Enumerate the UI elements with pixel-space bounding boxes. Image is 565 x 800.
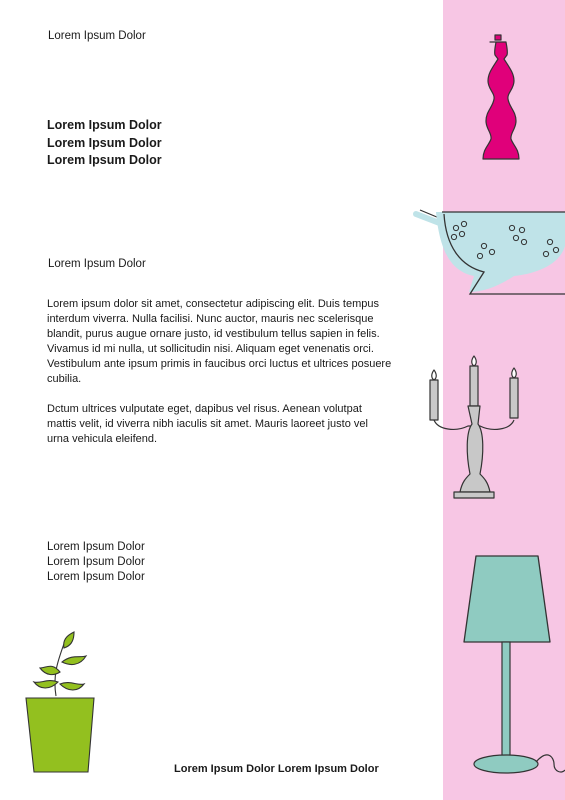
title-block — [47, 117, 162, 170]
address-block — [47, 540, 145, 585]
title-line: Lorem Ipsum Dolor — [47, 135, 162, 150]
body-paragraph-2: Dctum ultrices vulputate eget, dapibus vel risus. Aenean volutpat mattis velit, id viverra nibh iaculis sit amet. Mauris laoreet justo vel urna vehicula eleifend. — [47, 403, 368, 445]
title-line: Lorem Ipsum Dolor — [47, 153, 162, 167]
floor-lamp-icon — [454, 548, 565, 780]
address-line: Lorem Ipsum Dolor — [47, 571, 145, 583]
header-text: Lorem Ipsum Dolor — [48, 30, 146, 42]
title-line: Lorem Ipsum Dolor — [47, 118, 162, 132]
address-line: Lorem Ipsum Dolor — [47, 541, 145, 553]
pepper-mill-icon — [468, 32, 528, 176]
colander-icon — [414, 206, 565, 300]
address-line: Lorem Ipsum Dolor — [47, 556, 145, 568]
subtitle: Lorem Ipsum Dolor — [48, 258, 146, 270]
body-paragraph-1: Lorem ipsum dolor sit amet, consectetur adipiscing elit. Duis tempus interdum viverra. Nulla facilisi. Nunc auctor, mauris nec scelerisque blandit, purus augue ornare justo, id vestibulum tellus sapien in felis. Vivamus id mi nulla, ut sollicitudin nisi. Aliquam eget venenatis orci. Vestibulum ante ipsum primis in faucibus orci luctus et ultrices posuere cubilia. — [47, 298, 392, 385]
candelabra-icon — [428, 354, 528, 504]
footer-text: Lorem Ipsum Dolor Lorem Ipsum Dolor — [174, 763, 379, 775]
potted-plant-icon — [16, 632, 100, 782]
